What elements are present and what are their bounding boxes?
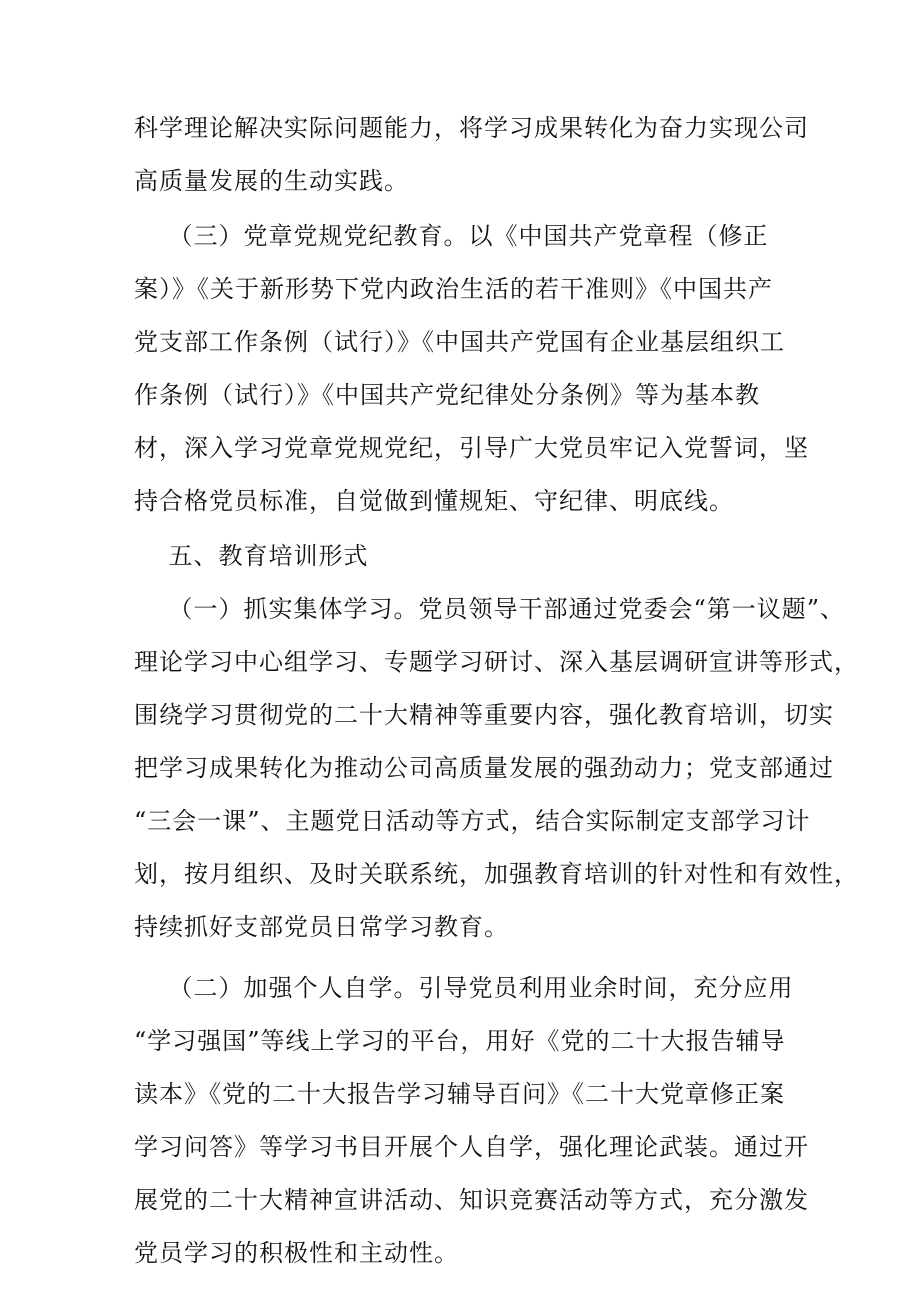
body-line-11: 理论学习中心组学习、专题学习研讨、深入基层调研宣讲等形式， xyxy=(134,648,859,676)
document-body xyxy=(134,102,859,1280)
body-line-5: 党支部工作条例（试行）》《中国共产党国有企业基层组织工 xyxy=(134,328,785,356)
body-line-19: 读本》《党的二十大报告学习辅导百问》《二十大党章修正案 xyxy=(134,1080,785,1108)
subsection-heading-two: （二）加强个人自学。引导党员利用业余时间，充分应用 xyxy=(134,974,794,1002)
body-line-8: 持合格党员标准，自觉做到懂规矩、守纪律、明底线。 xyxy=(134,487,734,515)
section-heading-five: 五、教育培训形式 xyxy=(134,542,369,570)
subsection-heading-one: （一）抓实集体学习。党员领导干部通过党委会“第一议题”、 xyxy=(134,595,846,623)
body-line-6: 作条例（试行）》《中国共产党纪律处分条例》等为基本教 xyxy=(134,381,760,409)
body-line-1: 科学理论解决实际问题能力，将学习成果转化为奋力实现公司 xyxy=(134,114,809,142)
body-line-16: 持续抓好支部党员日常学习教育。 xyxy=(134,913,509,941)
body-line-15: 划，按月组织、及时关联系统，加强教育培训的针对性和有效性， xyxy=(134,860,859,888)
body-line-2: 高质量发展的生动实践。 xyxy=(134,167,409,195)
body-line-18: “学习强国”等线上学习的平台，用好《党的二十大报告辅导 xyxy=(134,1027,786,1055)
section-heading-three: （三）党章党规党纪教育。以《中国共产党章程（修正 xyxy=(134,222,769,250)
body-line-20: 学习问答》等学习书目开展个人自学，强化理论武装。通过开 xyxy=(134,1133,809,1161)
body-line-14: “三会一课”、主题党日活动等方式，结合实际制定支部学习计 xyxy=(134,807,811,835)
body-line-12: 围绕学习贯彻党的二十大精神等重要内容，强化教育培训，切实 xyxy=(134,701,834,729)
body-line-22: 党员学习的积极性和主动性。 xyxy=(134,1239,459,1267)
body-line-13: 把学习成果转化为推动公司高质量发展的强劲动力；党支部通过 xyxy=(134,754,834,782)
body-line-7: 材，深入学习党章党规党纪，引导广大党员牢记入党誓词，坚 xyxy=(134,434,809,462)
body-line-4: 案）》《关于新形势下党内政治生活的若干准则》《中国共产 xyxy=(134,275,773,303)
body-line-21: 展党的二十大精神宣讲活动、知识竞赛活动等方式，充分激发 xyxy=(134,1186,809,1214)
